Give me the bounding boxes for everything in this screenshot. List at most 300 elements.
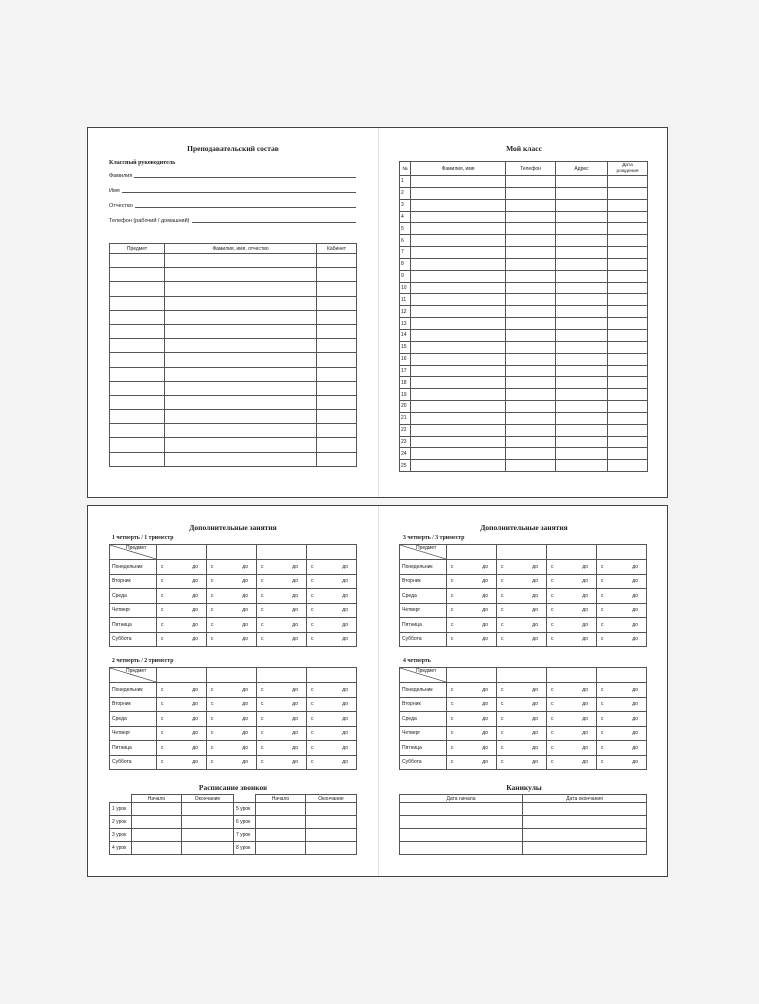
time-range-cell[interactable] xyxy=(307,741,357,756)
time-range-cell[interactable] xyxy=(597,589,647,604)
student-cell[interactable] xyxy=(506,424,556,436)
student-cell[interactable] xyxy=(556,258,608,270)
time-range-cell[interactable] xyxy=(597,755,647,770)
student-cell[interactable] xyxy=(608,223,648,235)
time-range-cell[interactable] xyxy=(157,603,207,618)
subject-name-cell[interactable] xyxy=(447,668,497,683)
teacher-cell[interactable] xyxy=(317,324,357,338)
surname-field[interactable] xyxy=(109,173,356,179)
time-range-cell[interactable] xyxy=(257,603,307,618)
time-range-cell[interactable] xyxy=(547,697,597,712)
time-range-cell[interactable] xyxy=(447,560,497,575)
teacher-cell[interactable] xyxy=(165,353,317,367)
time-range-cell[interactable] xyxy=(497,603,547,618)
time-range-cell[interactable] xyxy=(447,712,497,727)
teacher-cell[interactable] xyxy=(165,310,317,324)
teacher-cell[interactable] xyxy=(317,353,357,367)
time-range-cell[interactable] xyxy=(547,741,597,756)
subject-name-cell[interactable] xyxy=(257,545,307,560)
student-cell[interactable] xyxy=(506,412,556,424)
student-cell[interactable] xyxy=(556,448,608,460)
teacher-cell[interactable] xyxy=(110,424,165,438)
student-cell[interactable] xyxy=(506,329,556,341)
student-cell[interactable] xyxy=(506,282,556,294)
time-range-cell[interactable] xyxy=(447,589,497,604)
time-range-cell[interactable] xyxy=(547,574,597,589)
student-cell[interactable] xyxy=(608,341,648,353)
student-cell[interactable] xyxy=(506,176,556,188)
bell-end-cell[interactable] xyxy=(306,803,357,816)
time-range-cell[interactable] xyxy=(497,755,547,770)
subject-name-cell[interactable] xyxy=(597,668,647,683)
student-cell[interactable] xyxy=(556,424,608,436)
teacher-cell[interactable] xyxy=(317,438,357,452)
student-cell[interactable] xyxy=(411,294,506,306)
teacher-cell[interactable] xyxy=(165,268,317,282)
time-range-cell[interactable] xyxy=(257,697,307,712)
day-label: Вторник xyxy=(110,697,157,712)
student-cell[interactable] xyxy=(411,176,506,188)
student-cell[interactable] xyxy=(608,424,648,436)
time-range-cell[interactable] xyxy=(157,632,207,647)
time-range-cell[interactable] xyxy=(547,603,597,618)
student-cell[interactable] xyxy=(506,247,556,259)
time-range-cell[interactable] xyxy=(157,726,207,741)
student-cell[interactable] xyxy=(556,211,608,223)
student-cell[interactable] xyxy=(411,389,506,401)
bell-start-cell[interactable] xyxy=(256,803,306,816)
student-cell[interactable] xyxy=(411,247,506,259)
student-cell[interactable] xyxy=(608,389,648,401)
teacher-cell[interactable] xyxy=(110,324,165,338)
student-cell[interactable] xyxy=(506,377,556,389)
student-cell[interactable] xyxy=(608,258,648,270)
teacher-cell[interactable] xyxy=(110,353,165,367)
student-cell[interactable] xyxy=(556,329,608,341)
time-range-cell[interactable] xyxy=(207,726,257,741)
student-cell[interactable] xyxy=(608,211,648,223)
fullname-header: Фамилия, имя, отчество xyxy=(165,244,317,254)
student-cell[interactable] xyxy=(556,460,608,472)
teacher-row xyxy=(110,438,357,452)
time-range-cell[interactable] xyxy=(597,618,647,633)
bell-start-cell[interactable] xyxy=(132,829,182,842)
time-range-cell[interactable] xyxy=(547,683,597,698)
student-cell[interactable] xyxy=(506,341,556,353)
to-label: до xyxy=(582,621,588,628)
student-cell[interactable] xyxy=(608,460,648,472)
student-cell[interactable] xyxy=(411,199,506,211)
student-number: 18 xyxy=(400,377,411,389)
time-range-cell[interactable] xyxy=(257,712,307,727)
teacher-cell[interactable] xyxy=(165,410,317,424)
time-range-cell[interactable] xyxy=(257,589,307,604)
time-range-cell[interactable] xyxy=(547,755,597,770)
teacher-cell[interactable] xyxy=(110,381,165,395)
student-cell[interactable] xyxy=(506,318,556,330)
student-cell[interactable] xyxy=(608,235,648,247)
time-range-cell[interactable] xyxy=(157,741,207,756)
holiday-start-cell[interactable] xyxy=(400,842,523,855)
time-range-cell[interactable] xyxy=(497,726,547,741)
student-cell[interactable] xyxy=(506,353,556,365)
student-cell[interactable] xyxy=(608,318,648,330)
student-cell[interactable] xyxy=(506,448,556,460)
time-range-cell[interactable] xyxy=(447,574,497,589)
teacher-cell[interactable] xyxy=(317,452,357,466)
student-cell[interactable] xyxy=(556,389,608,401)
from-label: с xyxy=(501,701,504,708)
student-cell[interactable] xyxy=(506,436,556,448)
student-cell[interactable] xyxy=(506,389,556,401)
time-range-cell[interactable] xyxy=(597,574,647,589)
from-label: с xyxy=(551,701,554,708)
student-cell[interactable] xyxy=(556,412,608,424)
time-range xyxy=(309,607,354,613)
student-cell[interactable] xyxy=(506,199,556,211)
teacher-cell[interactable] xyxy=(110,268,165,282)
time-range-cell[interactable] xyxy=(307,589,357,604)
student-cell[interactable] xyxy=(411,448,506,460)
time-range-cell[interactable] xyxy=(307,683,357,698)
time-range-cell[interactable] xyxy=(307,712,357,727)
time-range-cell[interactable] xyxy=(447,618,497,633)
time-range-cell[interactable] xyxy=(157,683,207,698)
time-range-cell[interactable] xyxy=(447,726,497,741)
time-range-cell[interactable] xyxy=(447,755,497,770)
student-cell[interactable] xyxy=(608,412,648,424)
bell-end-cell[interactable] xyxy=(306,816,357,829)
name-field[interactable] xyxy=(109,188,356,194)
bell-end-cell[interactable] xyxy=(182,842,234,855)
time-range xyxy=(499,745,544,751)
teacher-cell[interactable] xyxy=(317,395,357,409)
student-cell[interactable] xyxy=(608,199,648,211)
time-range-cell[interactable] xyxy=(257,741,307,756)
time-range-cell[interactable] xyxy=(597,683,647,698)
phone-field[interactable] xyxy=(109,218,356,224)
subject-name-cell[interactable] xyxy=(207,545,257,560)
student-cell[interactable] xyxy=(506,365,556,377)
student-cell[interactable] xyxy=(506,294,556,306)
bell-end-cell[interactable] xyxy=(306,829,357,842)
teacher-cell[interactable] xyxy=(317,310,357,324)
time-range-cell[interactable] xyxy=(157,560,207,575)
time-range-cell[interactable] xyxy=(497,697,547,712)
time-range-cell[interactable] xyxy=(307,560,357,575)
time-range-cell[interactable] xyxy=(597,712,647,727)
student-cell[interactable] xyxy=(608,436,648,448)
time-range-cell[interactable] xyxy=(597,632,647,647)
time-range-cell[interactable] xyxy=(157,697,207,712)
time-range-cell[interactable] xyxy=(597,560,647,575)
time-range-cell[interactable] xyxy=(447,632,497,647)
student-cell[interactable] xyxy=(411,223,506,235)
time-range-cell[interactable] xyxy=(157,618,207,633)
student-cell[interactable] xyxy=(608,377,648,389)
teacher-cell[interactable] xyxy=(317,410,357,424)
teacher-cell[interactable] xyxy=(317,367,357,381)
student-cell[interactable] xyxy=(608,247,648,259)
student-cell[interactable] xyxy=(556,377,608,389)
time-range-cell[interactable] xyxy=(597,741,647,756)
student-cell[interactable] xyxy=(506,223,556,235)
time-range-cell[interactable] xyxy=(207,574,257,589)
teacher-cell[interactable] xyxy=(110,310,165,324)
time-range-cell[interactable] xyxy=(547,726,597,741)
student-cell[interactable] xyxy=(556,199,608,211)
time-range-cell[interactable] xyxy=(257,726,307,741)
subject-name-cell[interactable] xyxy=(497,545,547,560)
time-range-cell[interactable] xyxy=(497,741,547,756)
student-cell[interactable] xyxy=(506,306,556,318)
teacher-cell[interactable] xyxy=(165,367,317,381)
student-cell[interactable] xyxy=(556,365,608,377)
time-range-cell[interactable] xyxy=(307,618,357,633)
student-cell[interactable] xyxy=(411,211,506,223)
bell-start-cell[interactable] xyxy=(132,816,182,829)
student-cell[interactable] xyxy=(608,401,648,413)
teacher-cell[interactable] xyxy=(110,452,165,466)
teacher-cell[interactable] xyxy=(317,424,357,438)
time-range-cell[interactable] xyxy=(207,632,257,647)
student-cell[interactable] xyxy=(608,176,648,188)
student-cell[interactable] xyxy=(556,306,608,318)
student-cell[interactable] xyxy=(608,187,648,199)
student-cell[interactable] xyxy=(556,436,608,448)
time-range-cell[interactable] xyxy=(497,712,547,727)
holiday-start-cell[interactable] xyxy=(400,829,523,842)
student-cell[interactable] xyxy=(411,258,506,270)
teacher-cell[interactable] xyxy=(110,296,165,310)
teacher-cell[interactable] xyxy=(110,367,165,381)
time-range-cell[interactable] xyxy=(207,755,257,770)
subject-name-cell[interactable] xyxy=(307,668,357,683)
time-range-cell[interactable] xyxy=(497,560,547,575)
student-cell[interactable] xyxy=(556,235,608,247)
time-range-cell[interactable] xyxy=(207,697,257,712)
teacher-cell[interactable] xyxy=(317,339,357,353)
bell-end-cell[interactable] xyxy=(182,816,234,829)
subject-name-cell[interactable] xyxy=(207,668,257,683)
teacher-cell[interactable] xyxy=(110,339,165,353)
time-range-cell[interactable] xyxy=(307,574,357,589)
teacher-cell[interactable] xyxy=(110,410,165,424)
time-range-cell[interactable] xyxy=(157,589,207,604)
student-cell[interactable] xyxy=(506,258,556,270)
time-range xyxy=(449,622,494,628)
teacher-cell[interactable] xyxy=(165,381,317,395)
holiday-start-cell[interactable] xyxy=(400,816,523,829)
student-cell[interactable] xyxy=(506,460,556,472)
time-range-cell[interactable] xyxy=(257,574,307,589)
student-cell[interactable] xyxy=(411,282,506,294)
time-range-cell[interactable] xyxy=(257,618,307,633)
student-cell[interactable] xyxy=(556,401,608,413)
student-cell[interactable] xyxy=(411,353,506,365)
teacher-cell[interactable] xyxy=(165,395,317,409)
holiday-end-cell[interactable] xyxy=(523,816,647,829)
time-range-cell[interactable] xyxy=(497,589,547,604)
time-range-cell[interactable] xyxy=(207,560,257,575)
student-cell[interactable] xyxy=(411,401,506,413)
teacher-cell[interactable] xyxy=(165,452,317,466)
time-range-cell[interactable] xyxy=(207,741,257,756)
teacher-cell[interactable] xyxy=(317,296,357,310)
subject-name-cell[interactable] xyxy=(257,668,307,683)
time-range-cell[interactable] xyxy=(257,683,307,698)
teacher-cell[interactable] xyxy=(165,296,317,310)
teacher-cell[interactable] xyxy=(317,268,357,282)
teacher-cell[interactable] xyxy=(165,438,317,452)
time-range-cell[interactable] xyxy=(497,574,547,589)
time-range-cell[interactable] xyxy=(257,755,307,770)
student-cell[interactable] xyxy=(608,294,648,306)
student-cell[interactable] xyxy=(608,365,648,377)
patronymic-field[interactable] xyxy=(109,203,356,209)
time-range-cell[interactable] xyxy=(157,712,207,727)
student-cell[interactable] xyxy=(411,187,506,199)
teacher-cell[interactable] xyxy=(110,254,165,268)
from-label: с xyxy=(211,621,214,628)
time-range-cell[interactable] xyxy=(547,618,597,633)
student-cell[interactable] xyxy=(411,270,506,282)
holiday-end-cell[interactable] xyxy=(523,803,647,816)
student-cell[interactable] xyxy=(556,187,608,199)
student-cell[interactable] xyxy=(608,306,648,318)
time-range-cell[interactable] xyxy=(257,632,307,647)
bell-end-cell[interactable] xyxy=(306,842,357,855)
student-cell[interactable] xyxy=(608,329,648,341)
teacher-cell[interactable] xyxy=(317,381,357,395)
student-cell[interactable] xyxy=(608,282,648,294)
time-range-cell[interactable] xyxy=(307,697,357,712)
time-range-cell[interactable] xyxy=(307,603,357,618)
time-range-cell[interactable] xyxy=(547,632,597,647)
teacher-cell[interactable] xyxy=(165,254,317,268)
student-cell[interactable] xyxy=(556,223,608,235)
time-range-cell[interactable] xyxy=(207,603,257,618)
time-range-cell[interactable] xyxy=(207,589,257,604)
time-range-cell[interactable] xyxy=(447,697,497,712)
student-cell[interactable] xyxy=(556,294,608,306)
bell-start-cell[interactable] xyxy=(256,842,306,855)
time-range-cell[interactable] xyxy=(547,712,597,727)
time-range-cell[interactable] xyxy=(307,755,357,770)
time-range-cell[interactable] xyxy=(497,632,547,647)
time-range-cell[interactable] xyxy=(157,574,207,589)
subject-name-cell[interactable] xyxy=(497,668,547,683)
student-cell[interactable] xyxy=(556,341,608,353)
bell-start-cell[interactable] xyxy=(132,803,182,816)
student-cell[interactable] xyxy=(411,460,506,472)
time-range-cell[interactable] xyxy=(597,726,647,741)
student-cell[interactable] xyxy=(411,377,506,389)
student-cell[interactable] xyxy=(556,282,608,294)
time-range-cell[interactable] xyxy=(307,726,357,741)
subject-name-cell[interactable] xyxy=(157,668,207,683)
bell-start-cell[interactable] xyxy=(256,829,306,842)
subject-name-cell[interactable] xyxy=(447,545,497,560)
student-cell[interactable] xyxy=(556,353,608,365)
bell-start-cell[interactable] xyxy=(256,816,306,829)
subject-name-cell[interactable] xyxy=(547,668,597,683)
bell-end-cell[interactable] xyxy=(182,829,234,842)
student-cell[interactable] xyxy=(411,329,506,341)
teacher-cell[interactable] xyxy=(317,254,357,268)
student-cell[interactable] xyxy=(506,270,556,282)
teacher-cell[interactable] xyxy=(165,282,317,296)
to-label: до xyxy=(532,636,538,643)
student-cell[interactable] xyxy=(411,341,506,353)
time-range-cell[interactable] xyxy=(447,603,497,618)
time-range-cell[interactable] xyxy=(447,683,497,698)
student-cell[interactable] xyxy=(556,270,608,282)
subject-name-cell[interactable] xyxy=(157,545,207,560)
time-range-cell[interactable] xyxy=(547,560,597,575)
time-range-cell[interactable] xyxy=(597,603,647,618)
phone-label: Телефон (рабочий / домашний) xyxy=(109,218,190,224)
time-range-cell[interactable] xyxy=(207,712,257,727)
student-cell[interactable] xyxy=(411,424,506,436)
time-range-cell[interactable] xyxy=(497,683,547,698)
student-cell[interactable] xyxy=(411,306,506,318)
teacher-cell[interactable] xyxy=(110,395,165,409)
teacher-cell[interactable] xyxy=(165,324,317,338)
from-label: с xyxy=(261,730,264,737)
time-range-cell[interactable] xyxy=(207,618,257,633)
holiday-start-cell[interactable] xyxy=(400,803,523,816)
time-range-cell[interactable] xyxy=(307,632,357,647)
time-range-cell[interactable] xyxy=(157,755,207,770)
student-cell[interactable] xyxy=(506,401,556,413)
student-cell[interactable] xyxy=(556,247,608,259)
bell-end-cell[interactable] xyxy=(182,803,234,816)
student-cell[interactable] xyxy=(556,176,608,188)
student-cell[interactable] xyxy=(411,412,506,424)
holiday-end-cell[interactable] xyxy=(523,842,647,855)
time-range-cell[interactable] xyxy=(257,560,307,575)
time-range-cell[interactable] xyxy=(207,683,257,698)
student-cell[interactable] xyxy=(506,187,556,199)
subject-name-cell[interactable] xyxy=(307,545,357,560)
teacher-cell[interactable] xyxy=(165,339,317,353)
student-cell[interactable] xyxy=(556,318,608,330)
teacher-cell[interactable] xyxy=(110,282,165,296)
bell-start-cell[interactable] xyxy=(132,842,182,855)
time-range xyxy=(209,687,254,693)
time-range-cell[interactable] xyxy=(547,589,597,604)
teacher-cell[interactable] xyxy=(317,282,357,296)
student-cell[interactable] xyxy=(506,235,556,247)
time-range-cell[interactable] xyxy=(447,741,497,756)
subject-name-cell[interactable] xyxy=(597,545,647,560)
student-cell[interactable] xyxy=(608,353,648,365)
student-cell[interactable] xyxy=(411,436,506,448)
student-cell[interactable] xyxy=(411,365,506,377)
student-cell[interactable] xyxy=(411,318,506,330)
time-range-cell[interactable] xyxy=(597,697,647,712)
student-cell[interactable] xyxy=(411,235,506,247)
student-cell[interactable] xyxy=(608,448,648,460)
holiday-end-cell[interactable] xyxy=(523,829,647,842)
teacher-cell[interactable] xyxy=(165,424,317,438)
student-cell[interactable] xyxy=(506,211,556,223)
teacher-cell[interactable] xyxy=(110,438,165,452)
subject-name-cell[interactable] xyxy=(547,545,597,560)
time-range-cell[interactable] xyxy=(497,618,547,633)
student-cell[interactable] xyxy=(608,270,648,282)
